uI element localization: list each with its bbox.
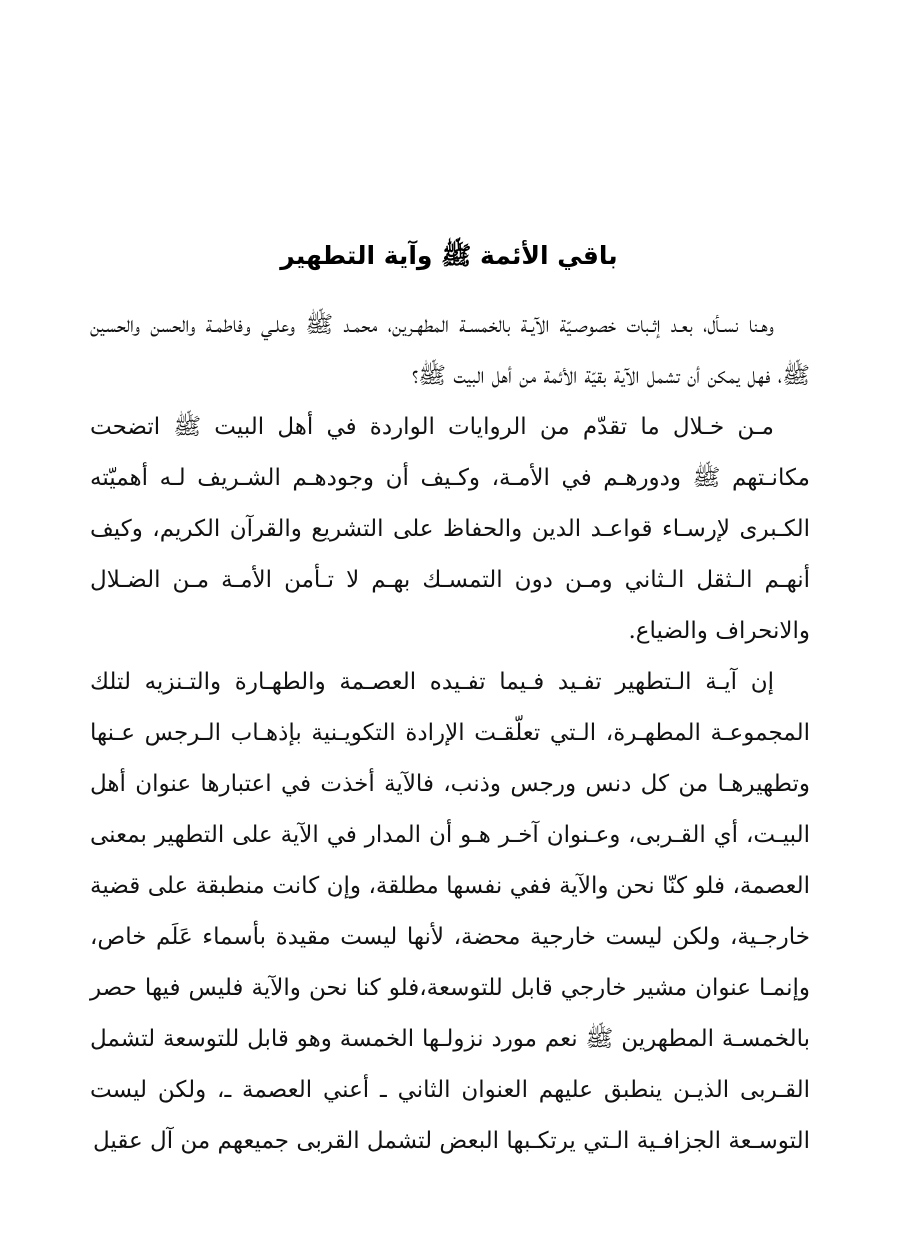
- body-text: [90, 300, 810, 1167]
- section-heading: باقي الأئمة ﷺ وآية التطهير: [280, 241, 618, 270]
- paragraph-3: [90, 657, 810, 1167]
- paragraph-3-text: إن آيـة الـتطهير تفـيد فـيما تفـيده العصـمة والطهـارة والتـنزيه لتلك المجموعـة المطهـرة، الـتي تعلّقـت الإرادة التكويـنية بإذهـاب الـرجس عـنها وتطهيرهـا من كل دنس ورجس وذنب، فالآية أخذت في اعتبارها عنوان أهل البيـت، أي القـربى، وعـنوان آخـر هـو أن المدار في الآية على التطهير بمعنى العصمة، فلو كنّا نحن والآية ففي نفسها مطلقة، وإن كانت منطبقة على قضية خارجـية، ولكن ليست خارجية محضة، لأنها ليست مقيدة بأسماء عَلَم خاص، وإنمـا عنوان مشير خارجي قابل للتوسعة،فلو كنا نحن والآية فليس فيها حصر بالخمسـة المطهرين ﷺ نعم مورد نزولـها الخمسة وهو قابل للتوسعة لتشمل القـربى الذيـن ينطبق عليهم العنوان الثاني ـ أعني العصمة ـ، ولكن ليست التوسـعة الجزافـية الـتي يرتكـبها البعض لتشمل القربى جميعهم من آل عقيل: [90, 669, 810, 1154]
- paragraph-2-text: مـن خـلال ما تقدّم من الروايات الواردة في أهل البيت ﷺ اتضحت مكانـتهم ﷺ ودورهـم في الأمـة، وكـيف أن وجودهـم الشـريف لـه أهميّته الكـبرى لإرسـاء قواعـد الدين والحفاظ على التشريع والقرآن الكريم، وكيف أنهـم الـثقل الـثاني ومـن دون التمسـك بهـم لا تـأمن الأمـة مـن الضـلال والانحراف والضياع.: [90, 414, 810, 644]
- paragraph-1: [90, 300, 810, 402]
- paragraph-1-text: وهـنا نسـأل، بعـد إثـبات خصوصـيّة الآيـة بالخمسـة المطهـرين، محمـد ﷺ وعلـي وفاطمـة والحسن والحسين ﷺ، فهل يمكن أن تشمل الآية بقيّة الأئمة من أهل البيت ﷺ؟: [90, 312, 810, 389]
- paragraph-2: [90, 402, 810, 657]
